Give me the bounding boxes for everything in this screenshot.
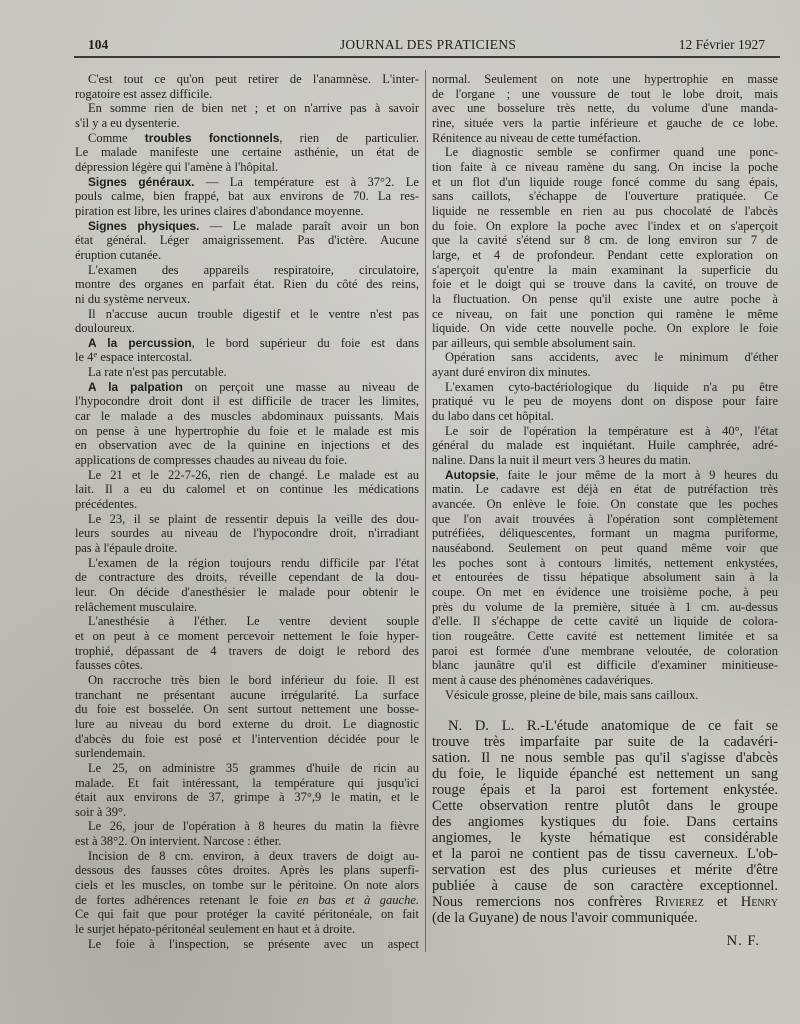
text-line [432,614,778,629]
text-line [432,570,778,585]
line-text: blanc jaunâtre qu'il est difficile d'examiner minitieuse- [432,658,778,673]
text-line [432,204,778,219]
line-text: sans caillots, s'échappe de l'ouverture pratiquée. Ce [432,189,778,204]
line-text: pas à l'épaule droite. [75,541,178,555]
line-text [88,219,419,234]
line-text: pratiqué vu le peu de moyens dont on dispose pour faire [432,394,778,409]
line-text: avec une bosselure très nette, du volume d'une manda- [432,101,778,116]
line-text: tion faite à ce niveau ramène du sang. On incise la poche [432,159,778,174]
line-text: Le 25, on administre 35 grammes d'huile de ricin au [88,760,419,775]
line-text [445,468,778,483]
text-line [432,468,778,483]
text-line [75,336,419,351]
line-text: Incision de 8 cm. environ, à deux travers de doigt au- [88,848,419,863]
text-line [432,846,778,862]
text-line [75,131,419,146]
text-line [432,894,778,910]
line-text: tion rougeâtre. Cette cavité est nettement limitée et sa [432,628,778,643]
line-text: soir à 39°. [75,804,127,819]
text-line [75,688,419,703]
text-line [432,718,778,734]
text-line [75,175,419,190]
line-text: relâchement musculaire. [75,599,198,614]
line-text: de contracture des droits, réveille cependant de la dou- [75,570,419,585]
text-line [75,644,419,659]
text-line [432,526,778,541]
text-line [75,424,419,439]
line-text: du labo dans cet hôpital. [432,409,554,424]
italic-run: en bas et à gauche. [297,892,419,907]
line-text: ayant duré environ dix minutes. [432,365,591,380]
text-line [432,101,778,116]
line-text: matin. Le cadavre est déjà en état de putréfaction très [432,482,778,497]
text-line [432,131,778,146]
text-line [75,893,419,908]
line-text: d'abcès du foie est posé et l'intervention décidée pour le [75,731,419,746]
line-text: Le diagnostic semble se confirmer quand une ponc- [445,145,778,160]
text-line [75,72,419,87]
text-line [432,189,778,204]
line-text: lait. Il a eu du calomel et on continue les médications [75,482,419,497]
text-run: , faite le jour même de la mort à 9 heures du [495,467,778,482]
line-text: dépression légère qui l'amène à l'hôpital. [75,159,279,174]
line-text: ni du système nerveux. [75,291,191,306]
text-line [432,438,778,453]
line-text: rouge épais et la paroi est fortement enkystée. [432,782,778,798]
line-text: L'examen de la région toujours rendu difficile par l'état [88,555,419,570]
line-text: On raccroche très bien le bord inférieur du foie. Il est [88,672,419,687]
line-text: l'hypocondre droit dont il est difficile de tracer les limites, [75,394,419,409]
editor-note [432,718,778,926]
left-column [75,72,419,951]
line-text: L'examen cyto-bactériologique du liquide n'a pu être [445,379,778,394]
line-text: Le malade manifeste une certaine asthénie, un état de [75,145,419,160]
line-text: Le 21 et le 22-7-26, rien de changé. Le malade est au [88,467,419,482]
line-text: sation. Il ne nous semble pas qu'il s'agisse d'abcès [432,750,778,766]
text-line [75,277,419,292]
text-line [75,189,419,204]
text-line [75,556,419,571]
text-line [75,292,419,307]
line-text: douloureux. [75,321,136,336]
line-text: Ce qui fait que pour protéger la cavité péritonéale, on fait [75,907,419,922]
line-text: éruption cutanée. [75,247,162,262]
line-text: lure au niveau du bord externe du droit. Le diagnostic [75,716,419,731]
line-text: ce niveau, on fait une ponction qui ramène le même [432,306,778,321]
line-text: montre des organes en parfait état. Rien du côté des reins, [75,277,419,292]
text-line [432,862,778,878]
text-line [432,766,778,782]
line-text: du foie. On explore la poche avec l'index et on s'aperçoit [432,218,778,233]
line-text: les poches sont à contours limités, nettement enkystées, [432,555,778,570]
line-text: normal. Seulement on note une hypertrophie en masse [432,72,778,86]
text-line [75,585,419,600]
line-text: N. D. L. R.-L'étude anatomique de ce fait se [448,718,778,734]
text-run: — La température est à 37°2. Le [194,174,419,189]
text-line [432,910,778,926]
text-line [75,365,419,380]
text-line [75,849,419,864]
line-text: piration est libre, les urines claires d'abondance moyenne. [75,203,364,218]
text-line [432,175,778,190]
text-line [75,805,419,820]
text-line [75,863,419,878]
line-text: près du volume de la première, située à 1 cm. au-dessus [432,599,778,614]
text-line [432,116,778,131]
line-text: du foie est bosselée. On sent surtout nettement une bosse- [75,702,419,717]
text-line [432,277,778,292]
line-text: précédentes. [75,497,138,512]
text-line [75,790,419,805]
text-line [75,717,419,732]
line-text: liquide. On vide cette nouvelle poche. On explore le foie [432,321,778,336]
text-line [432,734,778,750]
text-line [432,365,778,380]
line-text: état général. Léger amaigrissement. Pas d'ictère. Aucune [75,233,419,248]
line-text: large, et 4 de profondeur. Pendant cette exploration on [432,247,778,262]
right-column [432,72,778,702]
text-line [432,380,778,395]
text-line [432,87,778,102]
text-line [75,219,419,234]
line-text: de l'organe ; une voussure de tout le lobe droit, mais [432,86,778,101]
note-signature: N. F. [726,933,760,949]
line-text: liquide ne ressemble en rien au pus chocolaté de l'abcès [432,203,778,218]
line-text: car le malade a des muscles abdominaux puissants. Mais [75,409,419,424]
text-line [75,834,419,849]
text-line [432,782,778,798]
text-run: , le bord supérieur du foie est dans [191,335,419,350]
line-text: servation est des plus curieuses et mérite d'être [432,862,778,878]
line-text: (de la Guyane) de nous l'avoir communiquée. [432,910,698,926]
text-line [432,830,778,846]
line-text: on pense à une hypertrophie du foie et le malade est mis [75,423,419,438]
line-text: publiée à cause de son caractère exceptionnel. [432,878,778,894]
line-text: applications de compresses chaudes au niveau du foie. [75,453,348,468]
line-text: rine, située vers la partie inférieure et gauche de ce lobe. [432,115,778,130]
text-line [432,72,778,87]
text-line [75,204,419,219]
text-line [432,750,778,766]
line-text: que la cavité s'étend sur 8 cm. de long environ sur 7 de [432,233,778,248]
text-line [75,658,419,673]
line-text: était aux environs de 37, grimpe à 37°,9 le matin, et le [75,790,419,805]
text-line [432,263,778,278]
line-text: pouls calme, bien frappé, bat aux environs de 70. La res- [75,189,419,204]
text-line [432,424,778,439]
line-text: malade. Et fait intéressant, la température qui jusqu'ici [75,775,419,790]
line-text: foie et le doigt qui se trouve dans la cavité, on trouve de [432,277,778,292]
line-text: Rénitence au niveau de cette tuméfaction. [432,130,641,145]
text-line [432,233,778,248]
line-text: le surjet hépato-péritonéal seulement en haut et à droite. [75,922,356,937]
text-line [75,160,419,175]
text-line [432,453,778,468]
line-text: Opération sans accidents, avec le minimum d'éther [445,350,778,365]
text-line [75,307,419,322]
text-line [432,512,778,527]
text-line [432,600,778,615]
line-text: s'aperçoit qu'entre la main examinant la superficie du [432,262,778,277]
line-text [75,893,419,908]
line-text [88,131,419,146]
line-text: tranchant ne présentant aucune irrégularité. La surface [75,687,419,702]
line-text: naline. Dans la nuit il meurt vers 3 heures du matin. [432,453,691,468]
text-line [432,145,778,160]
text-line [75,776,419,791]
line-text: L'examen des appareils respiratoire, circulatoire, [88,262,419,277]
line-text: leurs sourdes au niveau de l'hypocondre droit, n'irradiant [75,526,419,541]
text-run: espace intercostal. [97,350,193,365]
text-line [432,160,778,175]
line-text: C'est tout ce qu'on peut retirer de l'anamnèse. L'inter- [88,72,419,86]
text-run: Nous remercions nos confrères [432,894,656,910]
text-line [75,541,419,556]
text-line [432,394,778,409]
issue-date: 12 Février 1927 [678,37,765,52]
line-text: Cette observation rentre plutôt dans le groupe [432,798,778,814]
text-line [75,600,419,615]
line-text: avancée. On enlève le foie. On constate que les poches [432,497,778,512]
text-line [75,732,419,747]
text-line [432,688,778,703]
text-line [75,394,419,409]
text-line [75,350,419,365]
text-line [432,307,778,322]
line-text: par ailleurs, qui semble absolument sain. [432,335,636,350]
line-text: La rate n'est pas percutable. [88,365,227,380]
text-line [75,629,419,644]
line-text [88,380,419,395]
line-text: Il n'accuse aucun trouble digestif et le ventre n'est pas [88,306,419,321]
text-line [75,263,419,278]
text-run: et [703,894,741,910]
line-text: Le soir de l'opération la température est à 40°, l'état [445,423,778,438]
text-line [75,819,419,834]
text-line [432,541,778,556]
bold-run: Autopsie [445,467,496,482]
text-line [75,248,419,263]
line-text: trouve très imparfaite par suite de la cadavéri- [432,734,778,750]
text-line [75,409,419,424]
text-line [432,798,778,814]
text-line [432,629,778,644]
text-line [432,321,778,336]
line-text: L'anesthésie à l'éther. Le ventre devient souple [88,614,419,629]
bold-run: troubles fonctionnels [144,130,280,145]
text-line [75,145,419,160]
line-text: nauséabond. Seulement on peut quand même voir que [432,541,778,555]
text-line [75,87,419,102]
text-line [432,814,778,830]
line-text: paroi est formée d'une membrane veloutée, de coloration [432,643,778,658]
header-rule [74,56,780,58]
line-text: en observation avec de la quinine en injections et des [75,438,419,453]
line-text: et entourées de tissu hépatique absolument sain à la [432,570,778,585]
line-text: Vésicule grosse, pleine de bile, mais sans cailloux. [445,687,699,702]
text-line [75,878,419,893]
text-line [432,585,778,600]
text-line [75,468,419,483]
line-text [88,175,419,190]
journal-title: JOURNAL DES PRATICIENS [339,37,517,52]
bold-run: A la percussion [88,335,192,350]
line-text [432,894,778,910]
line-text: leur. On décide d'anesthésier le malade pour obtenir le [75,584,419,599]
text-line [75,482,419,497]
bold-run: Signes généraux. [88,174,195,189]
bold-run: A la palpation [88,379,183,394]
line-text: En somme rien de bien net ; et on n'arrive pas à savoir [88,101,419,116]
sup-run: e [93,349,98,360]
page-number: 104 [88,37,109,52]
text-line [75,746,419,761]
smallcaps-run: Rivierez [655,894,704,910]
bold-run: Signes physiques. [88,218,200,233]
text-line [432,350,778,365]
text-line [75,937,419,952]
text-line [432,644,778,659]
line-text: que l'on avait trouvées à l'opération sont complètement [432,511,778,526]
line-text [75,350,192,365]
text-line [432,878,778,894]
text-line [432,673,778,688]
smallcaps-run: Henry [740,894,778,910]
text-line [75,512,419,527]
text-run: on perçoit une masse au niveau de [182,379,419,394]
line-text: putréfiées, déliquescentes, formant un magma puriforme, [432,526,778,541]
line-text: des angiomes kystiques du foie. Dans certains [432,814,778,830]
text-run: , rien de particulier. [279,130,419,145]
text-line [75,116,419,131]
text-line [75,761,419,776]
line-text: rogatoire est assez difficile. [75,86,213,101]
text-line [432,409,778,424]
text-line [75,570,419,585]
text-line [75,673,419,688]
line-text: et on peut à ce moment percevoir nettement le foie hyper- [75,628,419,643]
text-line [75,453,419,468]
text-line [75,321,419,336]
text-line [75,907,419,922]
text-line [432,248,778,263]
text-line [75,233,419,248]
line-text: surlendemain. [75,746,146,761]
text-line [432,556,778,571]
line-text: s'il y a eu dysenterie. [75,115,180,130]
text-line [75,922,419,937]
text-line [432,482,778,497]
text-run: de fortes adhérences retenant le foie [75,892,297,907]
line-text: et un flot d'un liquide rouge foncé comme du sang épais, [432,174,778,189]
line-text: ciels et les muscles, on tombe sur le péritoine. On note alors [75,878,419,893]
line-text: est à 38°2. On intervient. Narcose : éther. [75,834,282,849]
line-text: Le foie à l'inspection, se présente avec un aspect [88,936,419,951]
line-text [88,336,419,351]
line-text: trophié, dépassant de 4 travers de doigt le rebord des [75,643,419,658]
text-run: le 4 [75,350,94,365]
text-line [75,702,419,717]
line-text: la fluctuation. On pense qu'il existe une autre poche à [432,291,778,306]
line-text: du foie, le liquide épanché est nettement un sang [432,766,778,782]
text-run: Comme [88,130,145,145]
text-line [432,292,778,307]
text-line [75,497,419,512]
text-run: — Le malade paraît avoir un bon [199,218,419,233]
text-line [432,658,778,673]
column-divider [425,70,426,952]
line-text: dessous des fausses côtes droites. Après les plans superfi- [75,863,419,878]
line-text: Le 23, il se plaint de ressentir depuis la veille des dou- [88,511,419,526]
text-line [432,497,778,512]
text-line [75,614,419,629]
line-text: fausses côtes. [75,658,144,673]
line-text: ment à cause des phénomènes cadavériques. [432,672,654,687]
line-text: angiomes, le kyste hématique est considérable [432,830,778,846]
line-text: coupe. On met en évidence une troisième poche, à peu [432,584,778,599]
text-line [75,526,419,541]
line-text: général du malade est inquiétant. Huile camphrée, adré- [432,438,778,453]
line-text: d'elle. Il s'échappe de cette cavité un liquide de colora- [432,614,778,629]
text-line [432,219,778,234]
text-line [75,380,419,395]
line-text: et la paroi ne contient pas de tissu caverneux. L'ob- [432,846,778,862]
text-line [432,336,778,351]
text-line [75,438,419,453]
text-line [75,101,419,116]
line-text: Le 26, jour de l'opération à 8 heures du matin la fièvre [88,819,419,834]
